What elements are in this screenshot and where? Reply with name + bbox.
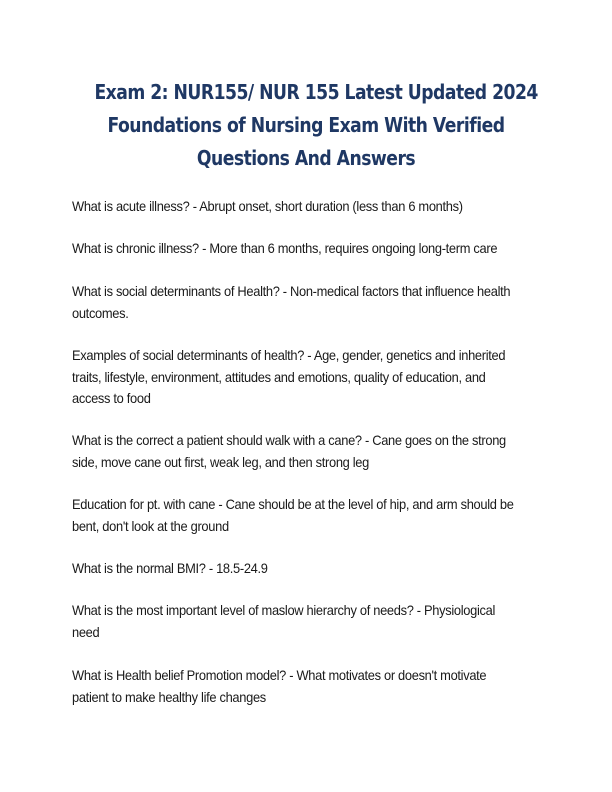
qa-entry-health-belief-model bbox=[72, 665, 504, 708]
qa-entry-maslow bbox=[72, 600, 504, 643]
qa-entry-cane-education bbox=[72, 494, 514, 537]
qa-line: side, move cane out first, weak leg, and then strong leg bbox=[72, 453, 370, 470]
qa-line: What is social determinants of Health? - Non-medical factors that influence health bbox=[72, 283, 511, 299]
qa-entry-social-determinants-examples bbox=[72, 345, 504, 410]
qa-line: What is acute illness? - Abrupt onset, short duration (less than 6 months) bbox=[72, 198, 463, 214]
document-title bbox=[94, 76, 538, 175]
qa-entry-acute-illness bbox=[72, 196, 504, 218]
qa-line: What is the most important level of maslow hierarchy of needs? - Physiological bbox=[72, 602, 496, 618]
qa-line: need bbox=[72, 623, 100, 640]
qa-line: What is Health belief Promotion model? - What motivates or doesn't motivate bbox=[72, 667, 487, 683]
qa-line: What is chronic illness? - More than 6 months, requires ongoing long-term care bbox=[72, 240, 498, 256]
title-line-2: Foundations of Nursing Exam With Verified bbox=[107, 113, 505, 137]
title-line-3: Questions And Answers bbox=[196, 146, 416, 170]
qa-line: patient to make healthy life changes bbox=[72, 688, 266, 705]
qa-entry-normal-bmi bbox=[72, 558, 504, 580]
qa-line: What is the correct a patient should walk with a cane? - Cane goes on the strong bbox=[72, 432, 506, 448]
qa-line: traits, lifestyle, environment, attitudes and emotions, quality of education, and bbox=[72, 368, 486, 385]
title-line-1: Exam 2: NUR155/ NUR 155 Latest Updated 2024 bbox=[94, 80, 538, 104]
qa-line: What is the normal BMI? - 18.5-24.9 bbox=[72, 560, 268, 576]
qa-entry-social-determinants bbox=[72, 281, 511, 324]
qa-line: Examples of social determinants of health? - Age, gender, genetics and inherited bbox=[72, 347, 506, 363]
qa-line: outcomes. bbox=[72, 304, 129, 321]
qa-line: Education for pt. with cane - Cane should be at the level of hip, and arm should be bbox=[72, 496, 514, 512]
qa-entry-cane-walking bbox=[72, 430, 504, 473]
qa-line: bent, don't look at the ground bbox=[72, 517, 229, 534]
qa-line: access to food bbox=[72, 390, 151, 406]
qa-entry-chronic-illness bbox=[72, 238, 504, 260]
